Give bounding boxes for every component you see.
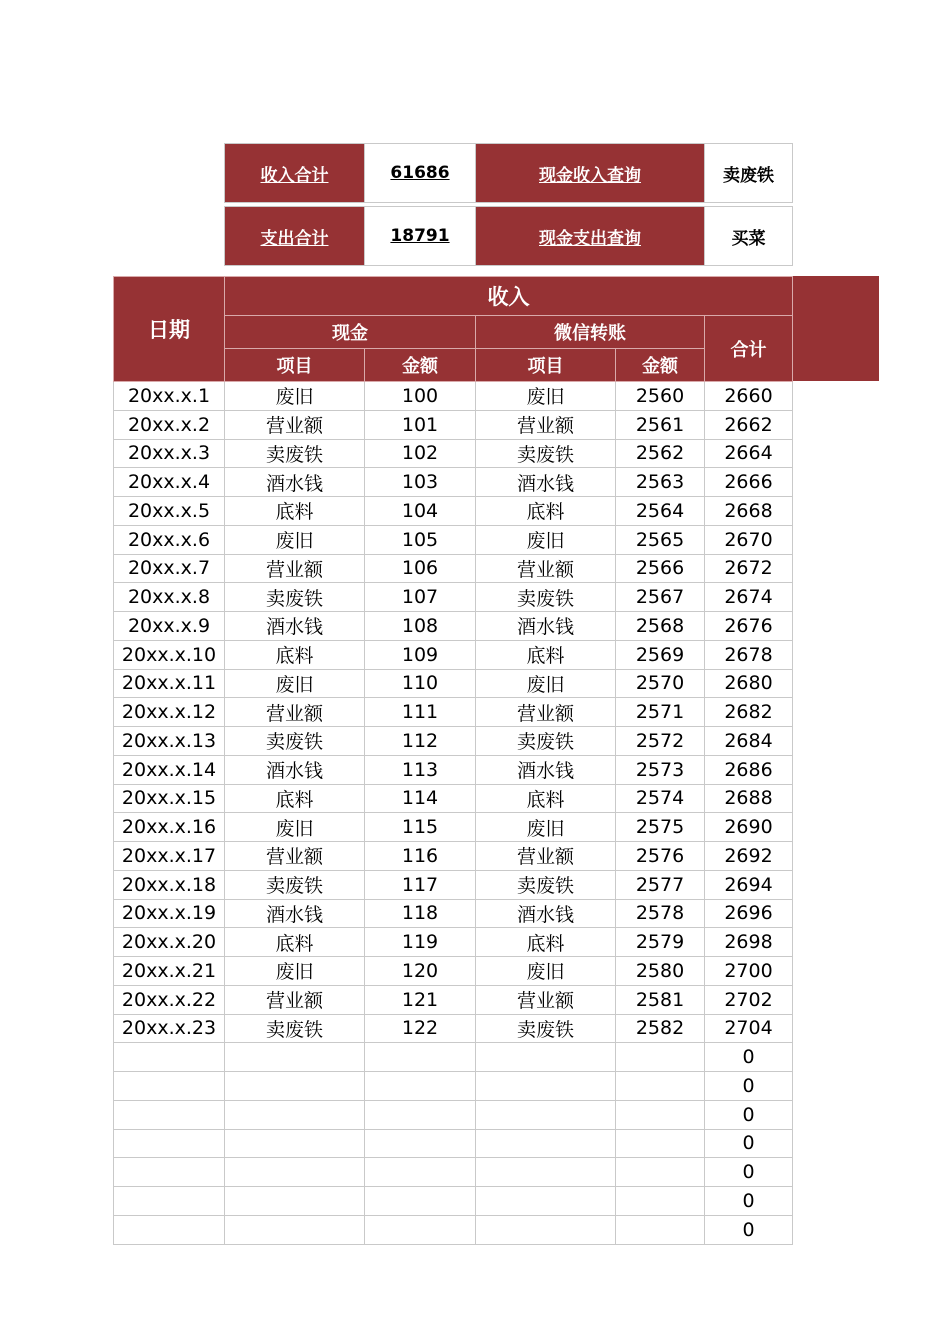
wechat-item-cell[interactable]: 酒水钱 — [476, 899, 616, 928]
cash-item-cell[interactable] — [225, 1072, 365, 1101]
wechat-item-cell[interactable]: 废旧 — [476, 813, 616, 842]
wechat-item-cell[interactable]: 废旧 — [476, 525, 616, 554]
cash-item-cell[interactable]: 营业额 — [225, 985, 365, 1014]
header-row-1 — [114, 277, 793, 316]
date-cell[interactable]: 20xx.x.8 — [114, 583, 225, 612]
table-body — [114, 382, 793, 1245]
total-cell[interactable]: 2676 — [705, 612, 793, 641]
total-cell[interactable]: 2668 — [705, 497, 793, 526]
cash-amount-cell[interactable]: 121 — [365, 985, 476, 1014]
wechat-amount-cell[interactable]: 2576 — [616, 842, 705, 871]
wechat-amount-cell[interactable]: 2567 — [616, 583, 705, 612]
income-table — [113, 276, 793, 1245]
total-cell[interactable]: 0 — [705, 1100, 793, 1129]
income-header[interactable]: 收入 — [225, 277, 793, 316]
cash-item-cell[interactable] — [225, 1043, 365, 1072]
income-total-label[interactable]: 收入合计 — [225, 144, 365, 203]
table-row — [114, 439, 793, 468]
total-header[interactable]: 合计 — [705, 316, 793, 382]
total-cell[interactable]: 2698 — [705, 928, 793, 957]
wechat-amount-cell[interactable]: 2577 — [616, 870, 705, 899]
wechat-amount-cell[interactable] — [616, 1158, 705, 1187]
wechat-amount-cell[interactable]: 2570 — [616, 669, 705, 698]
date-cell[interactable]: 20xx.x.5 — [114, 497, 225, 526]
date-cell[interactable]: 20xx.x.6 — [114, 525, 225, 554]
date-cell[interactable]: 20xx.x.11 — [114, 669, 225, 698]
table-row — [114, 554, 793, 583]
date-cell[interactable]: 20xx.x.17 — [114, 842, 225, 871]
date-cell[interactable] — [114, 1072, 225, 1101]
date-cell[interactable]: 20xx.x.14 — [114, 755, 225, 784]
table-row — [114, 899, 793, 928]
table-row — [114, 1014, 793, 1043]
cash-amount-cell[interactable]: 115 — [365, 813, 476, 842]
cash-amount-cell[interactable]: 119 — [365, 928, 476, 957]
wechat-header[interactable]: 微信转账 — [476, 316, 705, 349]
date-cell[interactable]: 20xx.x.3 — [114, 439, 225, 468]
wechat-amount-cell[interactable]: 2571 — [616, 698, 705, 727]
total-cell[interactable]: 0 — [705, 1215, 793, 1244]
date-cell[interactable]: 20xx.x.13 — [114, 727, 225, 756]
total-cell[interactable]: 2694 — [705, 870, 793, 899]
wechat-item-cell[interactable] — [476, 1043, 616, 1072]
wechat-item-cell[interactable]: 营业额 — [476, 410, 616, 439]
cash-item-cell[interactable]: 卖废铁 — [225, 727, 365, 756]
wechat-amount-cell[interactable] — [616, 1215, 705, 1244]
wechat-amount-cell[interactable]: 2574 — [616, 784, 705, 813]
cash-amount-cell[interactable]: 109 — [365, 640, 476, 669]
table-row — [114, 928, 793, 957]
wechat-amount-cell[interactable]: 2566 — [616, 554, 705, 583]
wechat-amount-cell[interactable]: 2575 — [616, 813, 705, 842]
cash-item-cell[interactable]: 卖废铁 — [225, 439, 365, 468]
cash-item-cell[interactable]: 底料 — [225, 928, 365, 957]
cash-income-query-label[interactable]: 现金收入查询 — [476, 144, 705, 203]
cash-item-cell[interactable]: 卖废铁 — [225, 870, 365, 899]
total-cell[interactable]: 2682 — [705, 698, 793, 727]
wechat-item-cell[interactable] — [476, 1158, 616, 1187]
total-cell[interactable]: 0 — [705, 1129, 793, 1158]
total-cell[interactable]: 2696 — [705, 899, 793, 928]
date-cell[interactable]: 20xx.x.1 — [114, 382, 225, 411]
total-cell[interactable]: 2678 — [705, 640, 793, 669]
income-total-value[interactable]: 61686 — [365, 144, 476, 203]
cash-item-cell[interactable]: 卖废铁 — [225, 1014, 365, 1043]
table-row — [114, 525, 793, 554]
cash-amount-cell[interactable] — [365, 1100, 476, 1129]
date-cell[interactable]: 20xx.x.22 — [114, 985, 225, 1014]
date-cell[interactable]: 20xx.x.23 — [114, 1014, 225, 1043]
total-cell[interactable]: 2700 — [705, 957, 793, 986]
wechat-item-cell[interactable]: 酒水钱 — [476, 755, 616, 784]
wechat-amount-cell[interactable]: 2580 — [616, 957, 705, 986]
date-cell[interactable] — [114, 1158, 225, 1187]
wechat-item-cell[interactable]: 酒水钱 — [476, 612, 616, 641]
total-cell[interactable]: 2680 — [705, 669, 793, 698]
cash-expense-query-value[interactable]: 买菜 — [705, 207, 793, 266]
cash-expense-query-label[interactable]: 现金支出查询 — [476, 207, 705, 266]
date-cell[interactable] — [114, 1129, 225, 1158]
wechat-amount-cell[interactable]: 2581 — [616, 985, 705, 1014]
date-cell[interactable]: 20xx.x.15 — [114, 784, 225, 813]
table-row — [114, 1187, 793, 1216]
table-row — [114, 985, 793, 1014]
total-cell[interactable]: 0 — [705, 1072, 793, 1101]
cash-amount-header[interactable]: 金额 — [365, 349, 476, 382]
wechat-item-cell[interactable]: 营业额 — [476, 554, 616, 583]
total-cell[interactable]: 2664 — [705, 439, 793, 468]
wechat-item-cell[interactable]: 底料 — [476, 784, 616, 813]
wechat-amount-cell[interactable] — [616, 1043, 705, 1072]
cash-header[interactable]: 现金 — [225, 316, 476, 349]
cash-item-cell[interactable]: 废旧 — [225, 957, 365, 986]
cash-amount-cell[interactable]: 114 — [365, 784, 476, 813]
table-row — [114, 727, 793, 756]
wechat-item-cell[interactable]: 卖废铁 — [476, 870, 616, 899]
table-row — [114, 410, 793, 439]
wechat-amount-cell[interactable]: 2573 — [616, 755, 705, 784]
wechat-amount-cell[interactable]: 2565 — [616, 525, 705, 554]
total-cell[interactable]: 2666 — [705, 468, 793, 497]
wechat-item-cell[interactable]: 废旧 — [476, 382, 616, 411]
cash-item-cell[interactable]: 卖废铁 — [225, 583, 365, 612]
date-cell[interactable]: 20xx.x.19 — [114, 899, 225, 928]
table-row — [114, 497, 793, 526]
wechat-amount-cell[interactable] — [616, 1072, 705, 1101]
wechat-amount-cell[interactable]: 2568 — [616, 612, 705, 641]
cash-amount-cell[interactable]: 106 — [365, 554, 476, 583]
cash-income-query-value[interactable]: 卖废铁 — [705, 144, 793, 203]
date-cell[interactable]: 20xx.x.12 — [114, 698, 225, 727]
wechat-item-cell[interactable]: 营业额 — [476, 985, 616, 1014]
table-row — [114, 468, 793, 497]
table-row — [114, 870, 793, 899]
cash-amount-cell[interactable]: 110 — [365, 669, 476, 698]
cash-item-cell[interactable]: 营业额 — [225, 410, 365, 439]
table-row — [114, 957, 793, 986]
table-row — [114, 755, 793, 784]
date-cell[interactable]: 20xx.x.21 — [114, 957, 225, 986]
summary-row-income — [225, 144, 793, 203]
cash-item-cell[interactable] — [225, 1187, 365, 1216]
wechat-amount-cell[interactable]: 2572 — [616, 727, 705, 756]
cash-amount-cell[interactable]: 102 — [365, 439, 476, 468]
table-row — [114, 813, 793, 842]
wechat-item-cell[interactable] — [476, 1187, 616, 1216]
wechat-item-cell[interactable]: 底料 — [476, 497, 616, 526]
wechat-item-cell[interactable] — [476, 1100, 616, 1129]
table-row — [114, 698, 793, 727]
total-cell[interactable]: 2702 — [705, 985, 793, 1014]
cash-amount-cell[interactable] — [365, 1043, 476, 1072]
wechat-amount-cell[interactable]: 2560 — [616, 382, 705, 411]
wechat-item-cell[interactable]: 营业额 — [476, 698, 616, 727]
cash-item-cell[interactable]: 酒水钱 — [225, 755, 365, 784]
wechat-amount-cell[interactable]: 2578 — [616, 899, 705, 928]
table-row — [114, 583, 793, 612]
cash-amount-cell[interactable]: 101 — [365, 410, 476, 439]
cash-amount-cell[interactable]: 108 — [365, 612, 476, 641]
total-cell[interactable]: 2684 — [705, 727, 793, 756]
wechat-amount-cell[interactable]: 2564 — [616, 497, 705, 526]
wechat-item-cell[interactable]: 底料 — [476, 928, 616, 957]
cash-amount-cell[interactable]: 118 — [365, 899, 476, 928]
cash-item-cell[interactable]: 酒水钱 — [225, 468, 365, 497]
wechat-amount-header[interactable]: 金额 — [616, 349, 705, 382]
table-row — [114, 1215, 793, 1244]
wechat-amount-cell[interactable]: 2582 — [616, 1014, 705, 1043]
total-cell[interactable]: 0 — [705, 1187, 793, 1216]
wechat-amount-cell[interactable]: 2579 — [616, 928, 705, 957]
wechat-item-header[interactable]: 项目 — [476, 349, 616, 382]
date-cell[interactable] — [114, 1043, 225, 1072]
date-cell[interactable]: 20xx.x.16 — [114, 813, 225, 842]
total-cell[interactable]: 2692 — [705, 842, 793, 871]
cash-item-cell[interactable]: 废旧 — [225, 669, 365, 698]
total-cell[interactable]: 2686 — [705, 755, 793, 784]
total-cell[interactable]: 0 — [705, 1043, 793, 1072]
wechat-item-cell[interactable] — [476, 1129, 616, 1158]
cash-amount-cell[interactable]: 100 — [365, 382, 476, 411]
date-cell[interactable] — [114, 1215, 225, 1244]
wechat-amount-cell[interactable]: 2561 — [616, 410, 705, 439]
wechat-item-cell[interactable]: 卖废铁 — [476, 583, 616, 612]
date-header[interactable]: 日期 — [114, 277, 225, 382]
total-cell[interactable]: 2662 — [705, 410, 793, 439]
wechat-item-cell[interactable]: 营业额 — [476, 842, 616, 871]
wechat-item-cell[interactable]: 废旧 — [476, 957, 616, 986]
table-row — [114, 640, 793, 669]
cash-item-cell[interactable] — [225, 1100, 365, 1129]
date-cell[interactable]: 20xx.x.10 — [114, 640, 225, 669]
cash-item-cell[interactable]: 废旧 — [225, 813, 365, 842]
date-cell[interactable]: 20xx.x.18 — [114, 870, 225, 899]
wechat-item-cell[interactable]: 卖废铁 — [476, 439, 616, 468]
cash-amount-cell[interactable]: 113 — [365, 755, 476, 784]
date-cell[interactable]: 20xx.x.7 — [114, 554, 225, 583]
total-cell[interactable]: 0 — [705, 1158, 793, 1187]
date-cell[interactable]: 20xx.x.2 — [114, 410, 225, 439]
cash-amount-cell[interactable]: 105 — [365, 525, 476, 554]
cash-item-header[interactable]: 项目 — [225, 349, 365, 382]
wechat-item-cell[interactable]: 底料 — [476, 640, 616, 669]
cash-amount-cell[interactable]: 111 — [365, 698, 476, 727]
cash-item-cell[interactable]: 营业额 — [225, 698, 365, 727]
total-cell[interactable]: 2672 — [705, 554, 793, 583]
table-row — [114, 382, 793, 411]
cash-amount-cell[interactable]: 103 — [365, 468, 476, 497]
wechat-item-cell[interactable]: 酒水钱 — [476, 468, 616, 497]
cash-amount-cell[interactable] — [365, 1215, 476, 1244]
cash-item-cell[interactable]: 底料 — [225, 784, 365, 813]
date-cell[interactable]: 20xx.x.9 — [114, 612, 225, 641]
table-row — [114, 669, 793, 698]
date-cell[interactable]: 20xx.x.4 — [114, 468, 225, 497]
cash-item-cell[interactable]: 酒水钱 — [225, 899, 365, 928]
cash-amount-cell[interactable]: 116 — [365, 842, 476, 871]
cash-item-cell[interactable] — [225, 1129, 365, 1158]
summary-row-expense — [225, 207, 793, 266]
cash-item-cell[interactable]: 营业额 — [225, 554, 365, 583]
summary-table — [224, 143, 793, 266]
date-cell[interactable] — [114, 1100, 225, 1129]
total-cell[interactable]: 2674 — [705, 583, 793, 612]
wechat-item-cell[interactable]: 卖废铁 — [476, 727, 616, 756]
expense-total-value[interactable]: 18791 — [365, 207, 476, 266]
cash-item-cell[interactable]: 底料 — [225, 640, 365, 669]
cash-amount-cell[interactable]: 117 — [365, 870, 476, 899]
wechat-item-cell[interactable]: 废旧 — [476, 669, 616, 698]
cash-item-cell[interactable]: 废旧 — [225, 525, 365, 554]
total-cell[interactable]: 2670 — [705, 525, 793, 554]
wechat-item-cell[interactable] — [476, 1215, 616, 1244]
cash-item-cell[interactable] — [225, 1215, 365, 1244]
cash-amount-cell[interactable] — [365, 1158, 476, 1187]
wechat-amount-cell[interactable]: 2569 — [616, 640, 705, 669]
total-cell[interactable]: 2660 — [705, 382, 793, 411]
cash-amount-cell[interactable]: 112 — [365, 727, 476, 756]
table-row — [114, 612, 793, 641]
table-row — [114, 842, 793, 871]
cash-item-cell[interactable]: 废旧 — [225, 382, 365, 411]
wechat-item-cell[interactable]: 卖废铁 — [476, 1014, 616, 1043]
total-cell[interactable]: 2690 — [705, 813, 793, 842]
table-row — [114, 1100, 793, 1129]
cash-item-cell[interactable]: 底料 — [225, 497, 365, 526]
wechat-amount-cell[interactable] — [616, 1129, 705, 1158]
wechat-amount-cell[interactable]: 2563 — [616, 468, 705, 497]
cash-amount-cell[interactable]: 120 — [365, 957, 476, 986]
cash-amount-cell[interactable]: 104 — [365, 497, 476, 526]
cash-item-cell[interactable]: 酒水钱 — [225, 612, 365, 641]
cash-amount-cell[interactable]: 122 — [365, 1014, 476, 1043]
cash-amount-cell[interactable] — [365, 1187, 476, 1216]
table-row — [114, 1158, 793, 1187]
wechat-amount-cell[interactable] — [616, 1187, 705, 1216]
wechat-amount-cell[interactable] — [616, 1100, 705, 1129]
table-row — [114, 1072, 793, 1101]
cash-amount-cell[interactable]: 107 — [365, 583, 476, 612]
table-row — [114, 1129, 793, 1158]
wechat-amount-cell[interactable]: 2562 — [616, 439, 705, 468]
expense-total-label[interactable]: 支出合计 — [225, 207, 365, 266]
cash-amount-cell[interactable] — [365, 1129, 476, 1158]
table-row — [114, 784, 793, 813]
date-cell[interactable]: 20xx.x.20 — [114, 928, 225, 957]
cash-item-cell[interactable] — [225, 1158, 365, 1187]
cash-amount-cell[interactable] — [365, 1072, 476, 1101]
total-cell[interactable]: 2704 — [705, 1014, 793, 1043]
total-cell[interactable]: 2688 — [705, 784, 793, 813]
cash-item-cell[interactable]: 营业额 — [225, 842, 365, 871]
wechat-item-cell[interactable] — [476, 1072, 616, 1101]
date-cell[interactable] — [114, 1187, 225, 1216]
table-row — [114, 1043, 793, 1072]
